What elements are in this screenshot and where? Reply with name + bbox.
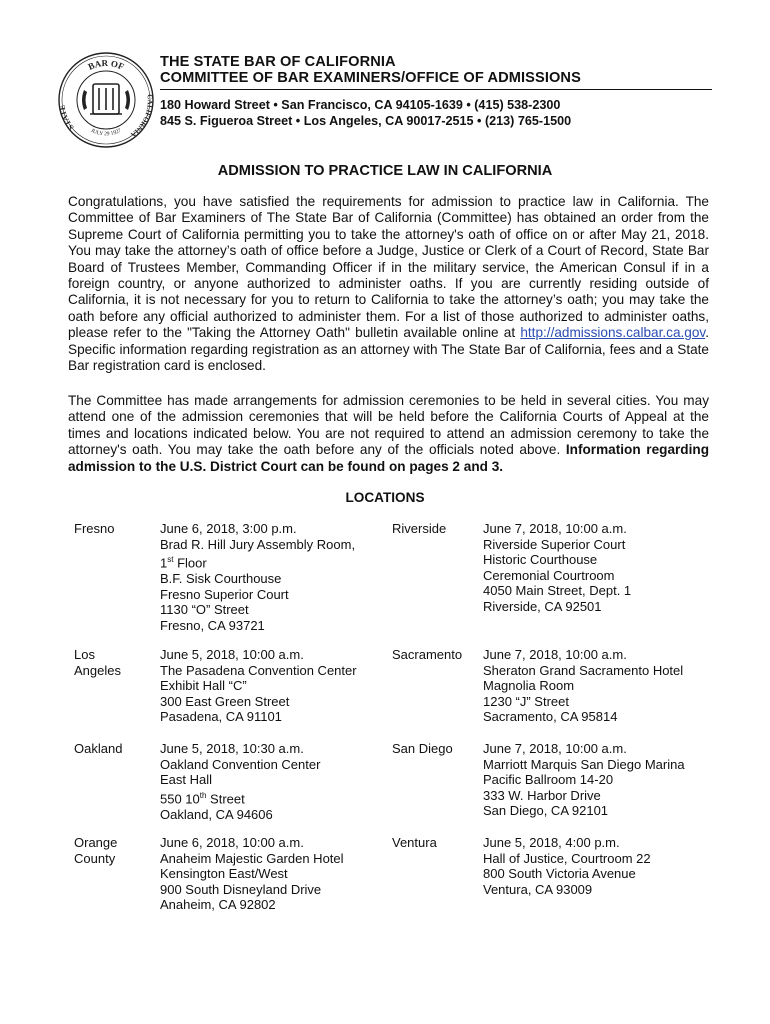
detail-line: 1130 “O” Street	[160, 602, 249, 618]
letterhead-rule	[160, 89, 712, 90]
detail-line: Kensington East/West	[160, 866, 288, 882]
detail-line: Marriott Marquis San Diego Marina	[483, 756, 685, 772]
detail-line: Sheraton Grand Sacramento Hotel	[483, 662, 684, 678]
location-details-right	[483, 741, 713, 819]
city-label: Riverside	[392, 521, 447, 536]
state-bar-seal-icon	[56, 50, 156, 150]
address-san-francisco: 180 Howard Street • San Francisco, CA 94105-1639 • (415) 538-2300	[160, 98, 561, 112]
detail-line: Pasadena, CA 91101	[160, 709, 282, 725]
detail-line: 1230 “J” Street	[483, 693, 569, 709]
location-details-right	[483, 521, 713, 615]
detail-line: Exhibit Hall “C”	[160, 678, 247, 694]
detail-line: 300 East Green Street	[160, 693, 290, 709]
detail-line: June 6, 2018, 3:00 p.m.	[160, 521, 297, 536]
detail-line: 900 South Disneyland Drive	[160, 881, 322, 897]
paragraph-ceremonies	[68, 393, 709, 475]
location-city-right	[392, 741, 482, 757]
detail-line: 4050 Main Street, Dept. 1	[483, 583, 632, 599]
detail-line: June 5, 2018, 4:00 p.m.	[483, 835, 620, 850]
detail-line: 1st Floor	[160, 555, 207, 571]
city-label: County	[74, 850, 116, 866]
detail-line: Sacramento, CA 95814	[483, 709, 618, 725]
location-city-right	[392, 647, 482, 663]
detail-line: Pacific Ballroom 14-20	[483, 772, 614, 788]
detail-line: Ceremonial Courtroom	[483, 567, 615, 583]
location-details-left	[160, 835, 390, 913]
city-label: Angeles	[74, 662, 121, 678]
detail-line: Fresno, CA 93721	[160, 617, 265, 633]
paragraph-2-text: The Committee has made arrangements for admission ceremonies to be held in several cities. You may attend one of the admission ceremonies that will be held before the California Courts of Appeal at the times and locations indicated below. You are not required to attend an admission ceremony to take the attorney's oath. You may take the oath before any of the officials noted above.	[68, 393, 709, 458]
seal-date-text: JULY 29 1927	[89, 127, 123, 138]
location-details-right	[483, 647, 713, 725]
admissions-link[interactable]: http://admissions.calbar.ca.gov	[520, 325, 706, 341]
detail-line: Oakland Convention Center	[160, 756, 321, 772]
detail-line: June 6, 2018, 10:00 a.m.	[160, 835, 304, 850]
address-los-angeles: 845 S. Figueroa Street • Los Angeles, CA 90017-2515 • (213) 765-1500	[160, 113, 572, 128]
location-details-right	[483, 835, 713, 897]
detail-line: Hall of Justice, Courtroom 22	[483, 850, 651, 866]
detail-line: Magnolia Room	[483, 678, 575, 694]
location-city-left	[74, 741, 154, 757]
detail-line: The Pasadena Convention Center	[160, 662, 357, 678]
detail-line: Brad R. Hill Jury Assembly Room,	[160, 536, 356, 552]
paragraph-congratulations	[68, 194, 709, 374]
svg-text:STATE	[57, 104, 75, 131]
location-city-left	[74, 835, 154, 866]
svg-text:CALIFORNIA	[129, 94, 154, 139]
city-label: Sacramento	[392, 647, 463, 662]
letterhead	[160, 54, 712, 129]
detail-line: Riverside Superior Court	[483, 536, 626, 552]
seal-top-text: BAR OF	[86, 57, 126, 72]
location-city-right	[392, 835, 482, 851]
detail-line: Riverside, CA 92501	[483, 598, 602, 614]
detail-line: Anaheim, CA 92802	[160, 897, 276, 913]
location-city-left	[74, 647, 154, 678]
letterhead-line-1: THE STATE BAR OF CALIFORNIA	[160, 54, 396, 70]
seal-left-text: STATE	[57, 104, 76, 132]
city-label: Ventura	[392, 835, 437, 850]
city-label: Fresno	[74, 521, 115, 536]
detail-line: 333 W. Harbor Drive	[483, 787, 601, 803]
location-details-left	[160, 521, 390, 633]
location-details-left	[160, 741, 390, 822]
detail-line: B.F. Sisk Courthouse	[160, 571, 282, 587]
locations-heading: LOCATIONS	[345, 490, 425, 505]
svg-text:BAR OF	[87, 58, 126, 72]
detail-line: June 5, 2018, 10:00 a.m.	[160, 647, 304, 662]
location-details-left	[160, 647, 390, 725]
detail-line: Anaheim Majestic Garden Hotel	[160, 850, 344, 866]
detail-line: June 7, 2018, 10:00 a.m.	[483, 647, 627, 662]
paragraph-1-text: Congratulations, you have satisfied the requirements for admission to practice law in California. The Committee of Bar Examiners of The State Bar of California (Committee) has obtained an order from the Supreme Court of California permitting you to take the attorney's oath of office on or after May 21, 2018. You may take the attorney’s oath of office before a Judge, Justice or Clerk of a Court of Record, State Bar Board of Trustees Member, Commanding Officer if in the military service, the American Consul if in a foreign country, or anyone authorized to administer oaths. If you are currently residing outside of California, it is not necessary for you to return to California to take the attorney’s oath; you may take the oath before any official authorized to administer them. For a list of those authorized to administer oaths, please refer to the "Taking the Attorney Oath" bulletin available online at	[68, 194, 709, 341]
detail-line: Oakland, CA 94606	[160, 806, 273, 822]
detail-line: June 7, 2018, 10:00 a.m.	[483, 521, 627, 536]
paragraph-1-text-end: . Specific information regarding registration as an attorney with The State Bar of California, fees and a State Bar registration card is enclosed.	[68, 325, 709, 374]
city-label: Orange	[74, 835, 118, 850]
detail-line: Fresno Superior Court	[160, 586, 289, 602]
detail-line: June 5, 2018, 10:30 a.m.	[160, 741, 304, 756]
city-label: San Diego	[392, 741, 453, 756]
document-title: ADMISSION TO PRACTICE LAW IN CALIFORNIA	[217, 163, 553, 179]
detail-line: East Hall	[160, 772, 213, 788]
detail-line: 550 10th Street	[160, 790, 245, 807]
location-city-right	[392, 521, 482, 537]
detail-line: San Diego, CA 92101	[483, 803, 609, 819]
detail-line: Ventura, CA 93009	[483, 881, 593, 897]
letterhead-line-2: COMMITTEE OF BAR EXAMINERS/OFFICE OF ADMISSIONS	[160, 70, 581, 86]
detail-line: 800 South Victoria Avenue	[483, 866, 636, 882]
city-label: Oakland	[74, 741, 123, 756]
location-city-left	[74, 521, 154, 537]
city-label: Los	[74, 647, 95, 662]
seal-right-text: CALIFORNIA	[129, 93, 154, 139]
district-court-note: Information regarding admission to the U.S. District Court can be found on pages 2 and 3.	[68, 442, 709, 474]
detail-line: June 7, 2018, 10:00 a.m.	[483, 741, 627, 756]
detail-line: Historic Courthouse	[483, 552, 598, 568]
